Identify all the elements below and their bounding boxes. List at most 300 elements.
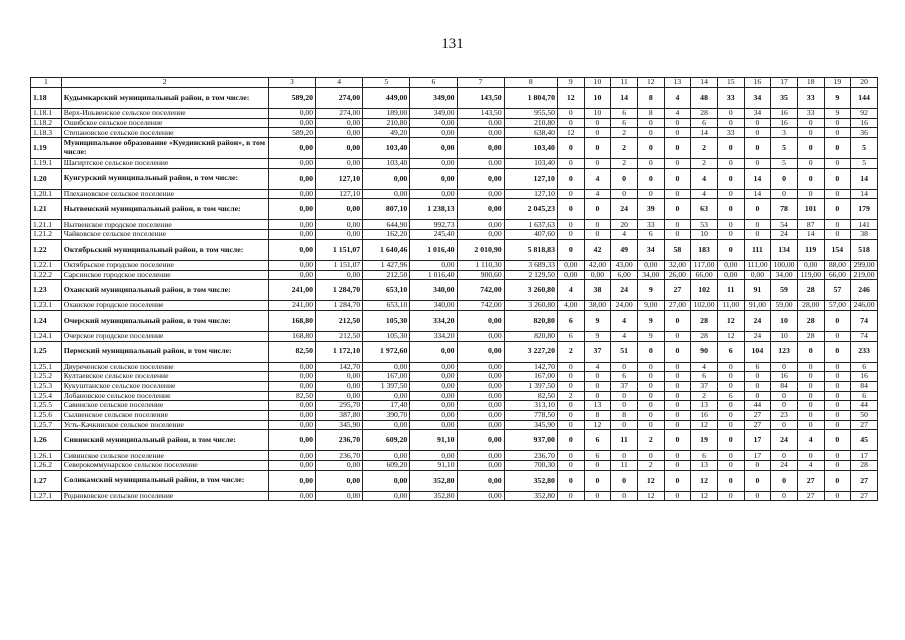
value-cell: 49 [611, 239, 638, 260]
value-cell: 1 284,70 [316, 280, 363, 301]
district-total-row [31, 199, 878, 220]
district-total-row [31, 138, 878, 159]
value-cell: 16 [771, 109, 798, 119]
value-cell: 102,00 [691, 301, 718, 311]
settlement-row [31, 362, 878, 372]
value-cell: 168,80 [268, 310, 315, 331]
value-cell: 236,70 [316, 451, 363, 461]
territory-name-cell: Усть-Качкинское сельское поселение [61, 420, 268, 430]
value-cell: 0 [797, 401, 824, 411]
value-cell: 2 129,50 [504, 270, 557, 280]
value-cell: 0 [664, 128, 691, 138]
value-cell: 246 [851, 280, 878, 301]
value-cell: 0,00 [316, 372, 363, 382]
value-cell: 349,00 [410, 109, 457, 119]
value-cell: 2 [611, 138, 638, 159]
value-cell: 0 [664, 451, 691, 461]
value-cell: 0 [664, 168, 691, 189]
value-cell: 0 [824, 331, 851, 341]
value-cell: 0,00 [717, 260, 744, 270]
value-cell: 0,00 [268, 168, 315, 189]
value-cell: 66,00 [691, 270, 718, 280]
value-cell: 0 [557, 381, 584, 391]
district-total-row [31, 280, 878, 301]
column-number-cell: 19 [824, 78, 851, 88]
value-cell: 820,80 [504, 331, 557, 341]
value-cell: 11 [611, 461, 638, 471]
value-cell: 0 [611, 401, 638, 411]
value-cell: 0 [664, 230, 691, 240]
value-cell: 4 [557, 280, 584, 301]
row-code-cell: 1.22.2 [31, 270, 62, 280]
value-cell: 0,00 [557, 270, 584, 280]
value-cell: 0 [797, 372, 824, 382]
value-cell: 0,00 [316, 461, 363, 471]
value-cell: 0 [797, 391, 824, 401]
value-cell: 955,50 [504, 109, 557, 119]
value-cell: 16 [771, 118, 798, 128]
row-code-cell: 1.25.5 [31, 401, 62, 411]
value-cell: 103,40 [363, 159, 410, 169]
value-cell: 12 [637, 470, 664, 491]
settlement-row [31, 189, 878, 199]
settlement-row [31, 391, 878, 401]
value-cell: 0 [797, 362, 824, 372]
row-code-cell: 1.26.2 [31, 461, 62, 471]
value-cell: 6 [851, 391, 878, 401]
value-cell: 937,00 [504, 430, 557, 451]
value-cell: 0 [744, 118, 771, 128]
value-cell: 992,73 [410, 220, 457, 230]
value-cell: 1 284,70 [316, 301, 363, 311]
value-cell: 0 [611, 189, 638, 199]
settlement-row [31, 230, 878, 240]
value-cell: 179 [851, 199, 878, 220]
value-cell: 0 [637, 451, 664, 461]
value-cell: 0 [584, 159, 611, 169]
value-cell: 59,00 [771, 301, 798, 311]
value-cell: 0 [664, 189, 691, 199]
value-cell: 0,00 [268, 430, 315, 451]
value-cell: 236,70 [504, 451, 557, 461]
value-cell: 295,70 [316, 401, 363, 411]
settlement-row [31, 491, 878, 501]
value-cell: 0,00 [457, 189, 504, 199]
value-cell: 241,00 [268, 301, 315, 311]
value-cell: 12 [637, 491, 664, 501]
value-cell: 0 [664, 341, 691, 362]
value-cell: 27 [851, 420, 878, 430]
value-cell: 0 [797, 159, 824, 169]
value-cell: 0,00 [457, 230, 504, 240]
value-cell: 11,00 [717, 301, 744, 311]
row-code-cell: 1.27.1 [31, 491, 62, 501]
value-cell: 274,00 [316, 88, 363, 109]
value-cell: 6 [584, 451, 611, 461]
value-cell: 0 [557, 401, 584, 411]
value-cell: 28 [691, 109, 718, 119]
value-cell: 0,00 [410, 168, 457, 189]
value-cell: 0,00 [268, 199, 315, 220]
column-number-cell: 2 [61, 78, 268, 88]
value-cell: 0,00 [457, 128, 504, 138]
value-cell: 6 [557, 310, 584, 331]
value-cell: 233 [851, 341, 878, 362]
value-cell: 0 [557, 362, 584, 372]
value-cell: 44 [744, 401, 771, 411]
value-cell: 518 [851, 239, 878, 260]
value-cell: 28 [691, 310, 718, 331]
value-cell: 0 [824, 199, 851, 220]
column-number-cell: 20 [851, 78, 878, 88]
value-cell: 0 [611, 491, 638, 501]
value-cell: 19 [691, 430, 718, 451]
value-cell: 6 [717, 341, 744, 362]
value-cell: 352,80 [504, 491, 557, 501]
value-cell: 34 [744, 88, 771, 109]
value-cell: 0,00 [268, 470, 315, 491]
value-cell: 23 [771, 411, 798, 421]
value-cell: 35 [771, 88, 798, 109]
value-cell: 0 [717, 461, 744, 471]
value-cell: 390,70 [363, 411, 410, 421]
value-cell: 299,00 [851, 260, 878, 270]
row-code-cell: 1.24 [31, 310, 62, 331]
value-cell: 1 397,50 [363, 381, 410, 391]
value-cell: 3 260,80 [504, 301, 557, 311]
value-cell: 340,00 [410, 280, 457, 301]
value-cell: 0 [637, 372, 664, 382]
value-cell: 5 [771, 159, 798, 169]
value-cell: 0,00 [457, 199, 504, 220]
value-cell: 0 [664, 381, 691, 391]
row-code-cell: 1.27 [31, 470, 62, 491]
district-total-row [31, 239, 878, 260]
value-cell: 6 [611, 118, 638, 128]
value-cell: 63 [691, 199, 718, 220]
column-number-cell: 18 [797, 78, 824, 88]
settlement-row [31, 461, 878, 471]
value-cell: 0 [664, 420, 691, 430]
row-code-cell: 1.26 [31, 430, 62, 451]
value-cell: 33 [797, 109, 824, 119]
value-cell: 653,10 [363, 301, 410, 311]
value-cell: 91,00 [744, 301, 771, 311]
value-cell: 4 [691, 168, 718, 189]
value-cell: 1 804,70 [504, 88, 557, 109]
district-total-row [31, 470, 878, 491]
value-cell: 0,00 [410, 189, 457, 199]
value-cell: 24 [771, 230, 798, 240]
settlement-row [31, 451, 878, 461]
value-cell: 0,00 [717, 270, 744, 280]
value-cell: 33 [717, 88, 744, 109]
settlement-row [31, 159, 878, 169]
value-cell: 0 [557, 451, 584, 461]
value-cell: 84 [771, 381, 798, 391]
value-cell: 9 [584, 331, 611, 341]
value-cell: 0 [744, 199, 771, 220]
value-cell: 2 [637, 430, 664, 451]
value-cell: 4 [611, 230, 638, 240]
value-cell: 0,00 [268, 260, 315, 270]
value-cell: 334,20 [410, 310, 457, 331]
value-cell: 6 [744, 362, 771, 372]
value-cell: 0 [584, 470, 611, 491]
value-cell: 4 [797, 461, 824, 471]
value-cell: 0 [797, 381, 824, 391]
value-cell: 0 [664, 411, 691, 421]
territory-name-cell: Лобановское сельское поселение [61, 391, 268, 401]
value-cell: 0 [584, 128, 611, 138]
value-cell: 123 [771, 341, 798, 362]
value-cell: 38,00 [584, 301, 611, 311]
value-cell: 0 [824, 372, 851, 382]
value-cell: 0,00 [410, 159, 457, 169]
value-cell: 27 [744, 420, 771, 430]
value-cell: 0 [557, 470, 584, 491]
value-cell: 1 110,30 [457, 260, 504, 270]
value-cell: 0 [557, 109, 584, 119]
value-cell: 0 [584, 118, 611, 128]
value-cell: 0 [797, 128, 824, 138]
value-cell: 0,00 [410, 362, 457, 372]
settlement-row [31, 118, 878, 128]
value-cell: 0 [824, 189, 851, 199]
value-cell: 0 [717, 138, 744, 159]
value-cell: 0 [771, 470, 798, 491]
value-cell: 644,90 [363, 220, 410, 230]
value-cell: 24 [771, 430, 798, 451]
column-number-cell: 10 [584, 78, 611, 88]
row-code-cell: 1.22.1 [31, 260, 62, 270]
value-cell: 449,00 [363, 88, 410, 109]
value-cell: 0 [664, 362, 691, 372]
value-cell: 27 [797, 491, 824, 501]
value-cell: 0 [797, 420, 824, 430]
value-cell: 807,10 [363, 199, 410, 220]
value-cell: 0,00 [410, 138, 457, 159]
column-number-row [31, 78, 878, 88]
value-cell: 9 [584, 310, 611, 331]
value-cell: 37 [584, 341, 611, 362]
value-cell: 10 [691, 230, 718, 240]
value-cell: 91,10 [410, 430, 457, 451]
value-cell: 0 [664, 159, 691, 169]
value-cell: 0,00 [268, 381, 315, 391]
value-cell: 246,00 [851, 301, 878, 311]
value-cell: 0,00 [457, 372, 504, 382]
value-cell: 0,00 [268, 159, 315, 169]
value-cell: 38 [584, 280, 611, 301]
value-cell: 4 [584, 189, 611, 199]
value-cell: 1 640,46 [363, 239, 410, 260]
value-cell: 0,00 [457, 341, 504, 362]
settlement-row [31, 109, 878, 119]
value-cell: 334,20 [410, 331, 457, 341]
value-cell: 0 [664, 199, 691, 220]
value-cell: 127,10 [504, 189, 557, 199]
value-cell: 0 [824, 341, 851, 362]
value-cell: 0,00 [410, 411, 457, 421]
value-cell: 20 [611, 220, 638, 230]
value-cell: 0 [611, 391, 638, 401]
territory-name-cell: Кукуштанское сельское поселение [61, 381, 268, 391]
value-cell: 24,00 [611, 301, 638, 311]
value-cell: 11 [717, 280, 744, 301]
territory-name-cell: Савинское сельское поселение [61, 401, 268, 411]
value-cell: 0 [771, 189, 798, 199]
value-cell: 241,00 [268, 280, 315, 301]
row-code-cell: 1.25.7 [31, 420, 62, 430]
value-cell: 0 [557, 420, 584, 430]
row-code-cell: 1.25.2 [31, 372, 62, 382]
value-cell: 0 [717, 362, 744, 372]
value-cell: 0 [584, 491, 611, 501]
value-cell: 0 [824, 159, 851, 169]
settlement-row [31, 260, 878, 270]
value-cell: 2 010,90 [457, 239, 504, 260]
value-cell: 0 [664, 138, 691, 159]
value-cell: 0 [717, 109, 744, 119]
value-cell: 27 [851, 470, 878, 491]
value-cell: 167,00 [363, 372, 410, 382]
value-cell: 0,00 [410, 401, 457, 411]
value-cell: 10 [771, 310, 798, 331]
value-cell: 0 [717, 189, 744, 199]
value-cell: 0 [664, 372, 691, 382]
value-cell: 210,80 [363, 118, 410, 128]
value-cell: 0 [717, 372, 744, 382]
value-cell: 16 [851, 118, 878, 128]
value-cell: 14 [851, 168, 878, 189]
value-cell: 0 [557, 118, 584, 128]
row-code-cell: 1.21 [31, 199, 62, 220]
value-cell: 0,00 [410, 372, 457, 382]
value-cell: 127,10 [316, 168, 363, 189]
value-cell: 49,20 [363, 128, 410, 138]
value-cell: 78 [771, 199, 798, 220]
value-cell: 210,80 [504, 118, 557, 128]
value-cell: 0 [664, 430, 691, 451]
value-cell: 1 172,10 [316, 341, 363, 362]
value-cell: 0,00 [268, 411, 315, 421]
value-cell: 9 [637, 280, 664, 301]
page-number: 131 [441, 36, 464, 52]
value-cell: 4 [797, 430, 824, 451]
value-cell: 0 [557, 372, 584, 382]
value-cell: 2 [691, 138, 718, 159]
value-cell: 189,00 [363, 109, 410, 119]
value-cell: 0,00 [268, 109, 315, 119]
value-cell: 0 [637, 189, 664, 199]
value-cell: 0 [664, 491, 691, 501]
value-cell: 0 [717, 491, 744, 501]
value-cell: 0,00 [363, 189, 410, 199]
value-cell: 17 [744, 451, 771, 461]
value-cell: 27 [851, 491, 878, 501]
value-cell: 142,70 [316, 362, 363, 372]
value-cell: 127,10 [316, 189, 363, 199]
value-cell: 2 [691, 391, 718, 401]
value-cell: 0 [824, 470, 851, 491]
value-cell: 10 [584, 109, 611, 119]
value-cell: 0 [824, 310, 851, 331]
value-cell: 0 [557, 411, 584, 421]
value-cell: 609,20 [363, 430, 410, 451]
value-cell: 0,00 [744, 270, 771, 280]
value-cell: 17,40 [363, 401, 410, 411]
value-cell: 74 [851, 331, 878, 341]
value-cell: 2 [691, 159, 718, 169]
settlement-row [31, 381, 878, 391]
value-cell: 0 [557, 239, 584, 260]
value-cell: 0 [797, 451, 824, 461]
row-code-cell: 1.24.1 [31, 331, 62, 341]
value-cell: 0,00 [457, 470, 504, 491]
value-cell: 0 [637, 159, 664, 169]
value-cell: 142,70 [504, 362, 557, 372]
value-cell: 82,50 [268, 341, 315, 362]
value-cell: 0,00 [557, 260, 584, 270]
value-cell: 134 [771, 239, 798, 260]
value-cell: 0 [557, 230, 584, 240]
territory-name-cell: Оханский муниципальный район, в том числе: [61, 280, 268, 301]
value-cell: 0 [664, 461, 691, 471]
value-cell: 0,00 [316, 199, 363, 220]
value-cell: 0 [824, 391, 851, 401]
value-cell: 0 [557, 189, 584, 199]
value-cell: 0 [557, 491, 584, 501]
value-cell: 340,00 [410, 301, 457, 311]
value-cell: 0,00 [363, 491, 410, 501]
value-cell: 12 [691, 420, 718, 430]
territory-name-cell: Плехановское сельское поселение [61, 189, 268, 199]
value-cell: 53 [691, 220, 718, 230]
settlement-row [31, 301, 878, 311]
value-cell: 162,20 [363, 230, 410, 240]
value-cell: 0 [664, 310, 691, 331]
value-cell: 9,00 [637, 301, 664, 311]
column-number-cell: 11 [611, 78, 638, 88]
value-cell: 48 [691, 88, 718, 109]
value-cell: 653,10 [363, 280, 410, 301]
row-code-cell: 1.18.3 [31, 128, 62, 138]
value-cell: 0 [557, 159, 584, 169]
value-cell: 0 [584, 138, 611, 159]
territory-name-cell: Сивинское сельское поселение [61, 451, 268, 461]
territory-name-cell: Северокоммунарское сельское поселение [61, 461, 268, 471]
column-number-cell: 6 [410, 78, 457, 88]
territory-name-cell: Ошибское сельское поселение [61, 118, 268, 128]
value-cell: 0,00 [268, 362, 315, 372]
territory-name-cell: Двуреченское сельское поселение [61, 362, 268, 372]
value-cell: 28 [797, 310, 824, 331]
value-cell: 10 [584, 88, 611, 109]
territory-name-cell: Октябрьское городское поселение [61, 260, 268, 270]
value-cell: 0 [824, 168, 851, 189]
value-cell: 0 [664, 391, 691, 401]
row-code-cell: 1.21.1 [31, 220, 62, 230]
value-cell: 5 [851, 138, 878, 159]
value-cell: 45 [851, 430, 878, 451]
value-cell: 0,00 [457, 331, 504, 341]
value-cell: 245,40 [410, 230, 457, 240]
value-cell: 0,00 [584, 270, 611, 280]
value-cell: 24 [744, 310, 771, 331]
value-cell: 24 [611, 199, 638, 220]
value-cell: 6 [691, 451, 718, 461]
